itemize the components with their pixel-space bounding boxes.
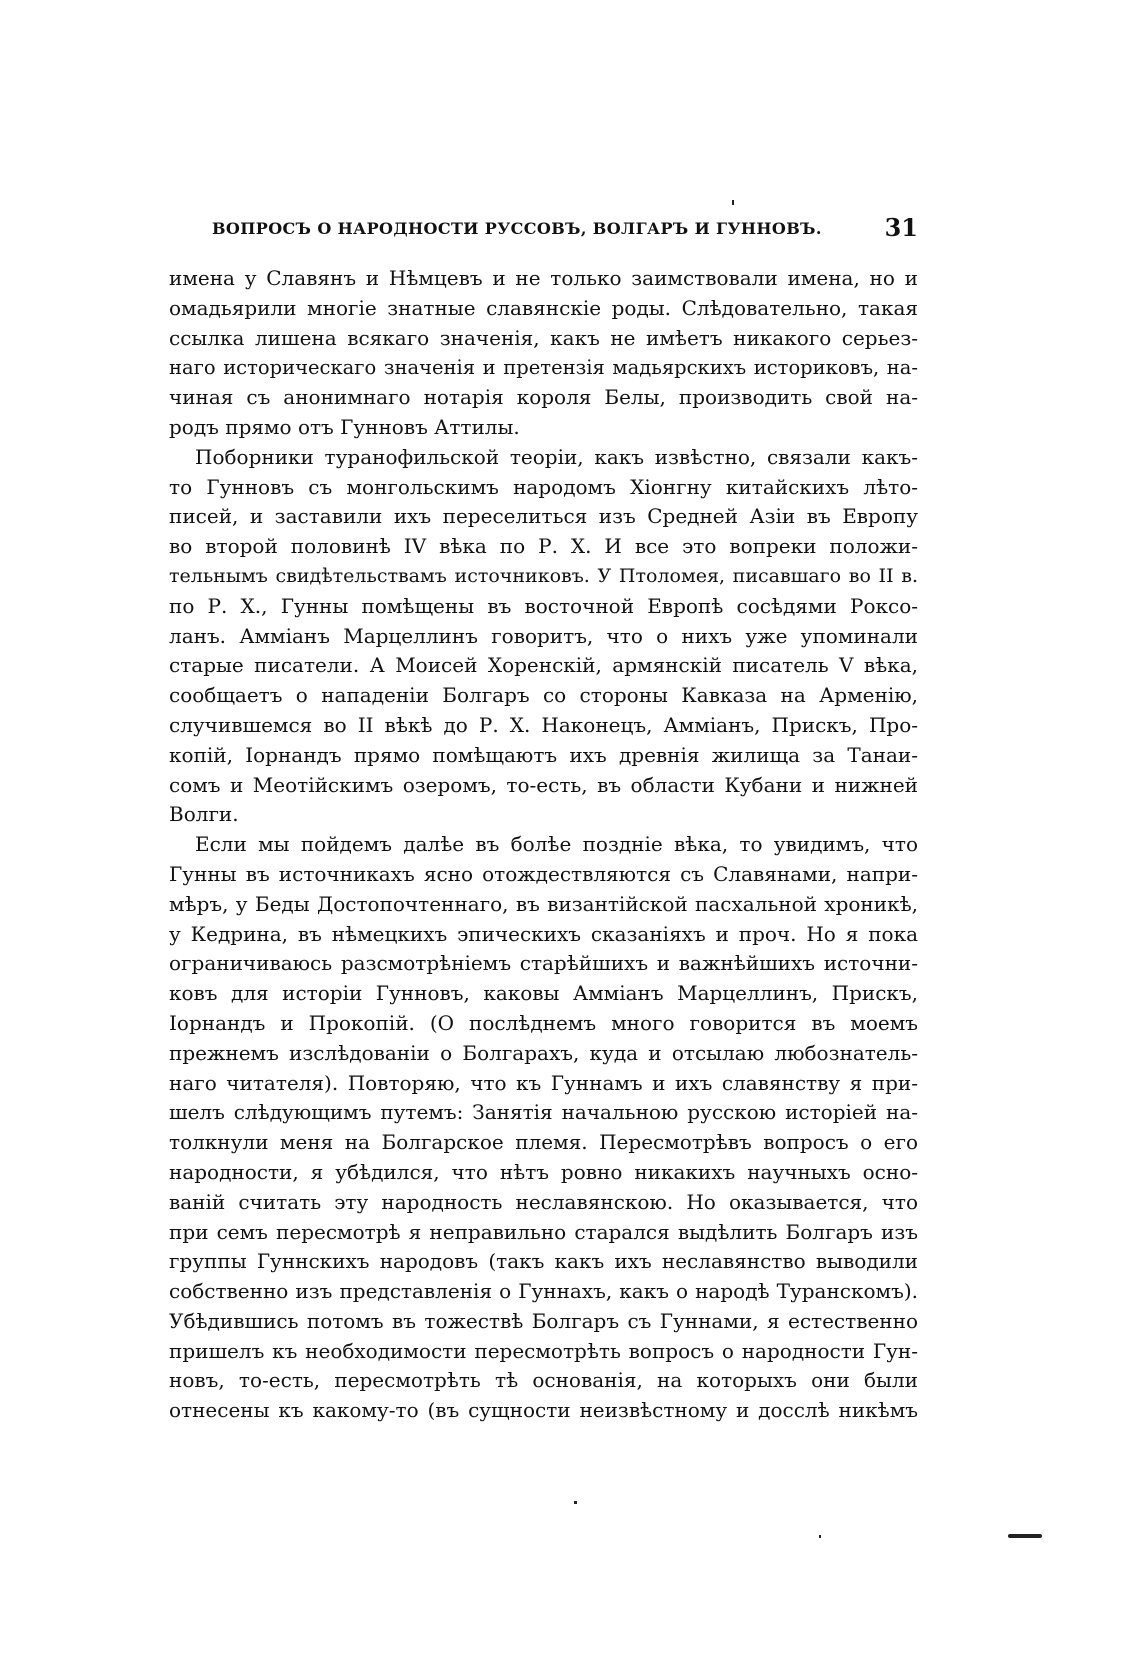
text-line: Убѣдившись потомъ въ тожествѣ Болгаръ съ Гуннами, я естественно	[169, 1308, 918, 1333]
text-line: при семъ пересмотрѣ я неправильно старался выдѣлить Болгаръ изъ	[169, 1219, 918, 1244]
page-header	[212, 213, 918, 247]
text-line: копій, Іорнандъ прямо помѣщаютъ ихъ древнія жилища за Танаи-	[169, 742, 918, 767]
text-line: ланъ. Амміанъ Марцеллинъ говоритъ, что о нихъ уже упоминали	[169, 623, 918, 648]
text-line: наго читателя). Повторяю, что къ Гуннамъ и ихъ славянству я при-	[169, 1070, 918, 1095]
body-text	[169, 264, 918, 1423]
text-line: пришелъ къ необходимости пересмотрѣть вопросъ о народности Гун-	[169, 1338, 918, 1363]
text-line: прежнемъ изслѣдованіи о Болгарахъ, куда и отсылаю любознатель-	[169, 1040, 918, 1065]
paragraph-start-line: Если мы пойдемъ далѣе въ болѣе поздніе вѣка, то увидимъ, что	[195, 832, 918, 857]
scan-speck	[574, 1501, 577, 1504]
text-line: сообщаетъ о нападеніи Болгаръ со стороны Кавказа на Арменію,	[169, 683, 918, 708]
text-line: наго историческаго значенія и претензія мадьярскихъ историковъ, на-	[169, 356, 918, 380]
text-line: родъ прямо отъ Гунновъ Аттилы.	[169, 414, 520, 439]
paragraph-start-line: Поборники туранофильской теоріи, какъ извѣстно, связали какъ-	[195, 444, 918, 469]
text-line: отнесены къ какому-то (въ сущности неизвѣстному и досслѣ никѣмъ	[169, 1398, 918, 1423]
text-line: сомъ и Меотійскимъ озеромъ, то-есть, въ области Кубани и нижней	[169, 772, 918, 797]
text-line: ссылка лишена всякаго значенія, какъ не имѣетъ никакого серьез-	[169, 325, 918, 350]
page-number: 31	[884, 213, 918, 242]
text-line: старые писатели. А Моисей Хоренскій, армянскій писатель V вѣка,	[169, 653, 918, 678]
text-line: шелъ слѣдующимъ путемъ: Занятія начальною русскою исторіей на-	[169, 1100, 918, 1125]
scan-speck	[732, 200, 734, 205]
text-line: Волги.	[169, 802, 239, 827]
text-line: по Р. Х., Гунны помѣщены въ восточной Европѣ сосѣдями Роксо-	[169, 593, 918, 618]
text-line: у Кедрина, въ нѣмецкихъ эпическихъ сказаніяхъ и проч. Но я пока	[169, 921, 918, 946]
text-line: чиная съ анонимнаго нотарія короля Белы, производить свой на-	[169, 385, 918, 410]
text-line: тельнымъ свидѣтельствамъ источниковъ. У Птоломея, писавшаго во II в.	[169, 564, 918, 587]
text-line: мѣръ, у Беды Достопочтеннаго, въ византійской пасхальной хроникѣ,	[169, 891, 918, 916]
text-line: Гунны въ источникахъ ясно отождествляются съ Славянами, напри-	[169, 861, 918, 886]
text-line: народности, я убѣдился, что нѣтъ ровно никакихъ научныхъ осно-	[169, 1159, 918, 1184]
text-line: группы Гуннскихъ народовъ (такъ какъ ихъ неславянство выводили	[169, 1249, 918, 1274]
text-line: толкнули меня на Болгарское племя. Пересмотрѣвъ вопросъ о его	[169, 1130, 918, 1155]
text-line: то Гунновъ съ монгольскимъ народомъ Хіонгну китайскихъ лѣто-	[169, 474, 918, 499]
text-line: имена у Славянъ и Нѣмцевъ и не только заимствовали имена, но и	[169, 266, 918, 290]
scan-dash-mark	[1008, 1534, 1042, 1538]
text-line: ограничиваюсь разсмотрѣніемъ старѣйшихъ и важнѣйшихъ источни-	[169, 951, 918, 976]
text-line: собственно изъ представленія о Гуннахъ, какъ о народѣ Туранскомъ).	[169, 1279, 918, 1304]
text-line: новъ, то-есть, пересмотрѣть тѣ основанія, на которыхъ они были	[169, 1368, 918, 1393]
running-head: ВОПРОСЪ О НАРОДНОСТИ РУССОВЪ, ВОЛГАРЪ И ГУННОВЪ.	[212, 219, 822, 238]
text-line: ковъ для исторіи Гунновъ, каковы Амміанъ Марцеллинъ, Прискъ,	[169, 981, 918, 1006]
text-line: писей, и заставили ихъ переселиться изъ Средней Азіи въ Европу	[169, 504, 918, 529]
text-line: омадьярили многіе знатные славянскіе роды. Слѣдовательно, такая	[169, 295, 918, 320]
text-line: во второй половинѣ IV вѣка по Р. Х. И все это вопреки положи-	[169, 534, 918, 559]
text-line: ваній считать эту народность неславянскою. Но оказывается, что	[169, 1189, 918, 1214]
text-line: случившемся во II вѣкѣ до Р. Х. Наконецъ, Амміанъ, Прискъ, Про-	[169, 712, 918, 737]
text-line: Іорнандъ и Прокопій. (О послѣднемъ много говорится въ моемъ	[169, 1010, 918, 1035]
scan-speck	[819, 1535, 821, 1538]
